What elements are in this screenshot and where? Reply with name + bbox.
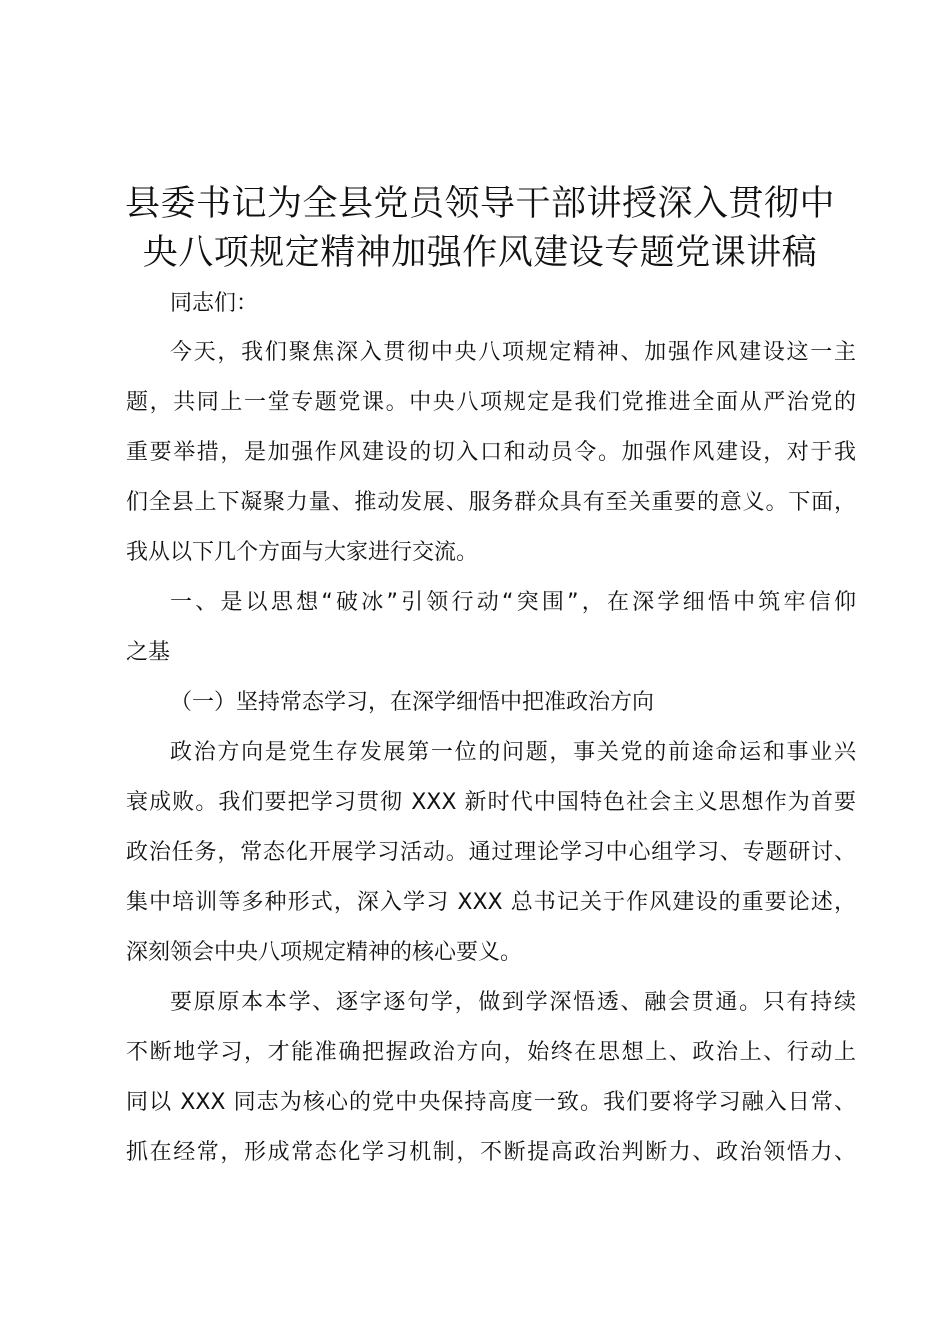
paragraph-line: 重要举措，是加强作风建设的切入口和动员令。加强作风建设，对于我	[126, 440, 856, 465]
paragraph-line: 深刻领会中央八项规定精神的核心要义。	[126, 940, 523, 965]
heading-line: 之基	[126, 640, 171, 665]
subheading-line: （一）坚持常态学习，在深学细悟中把准政治方向	[170, 690, 655, 715]
paragraph-line: 同以 XXX 同志为核心的党中央保持高度一致。我们要将学习融入日常、	[126, 1090, 856, 1115]
paragraph-study-method	[126, 978, 856, 1178]
heading-line: 一、是以思想“破冰”引领行动“突围”，在深学细悟中筑牢信仰	[170, 590, 856, 615]
section-heading-1	[126, 578, 856, 678]
subsection-heading-1	[126, 678, 856, 728]
paragraph-line: 政治方向是党生存发展第一位的问题，事关党的前途命运和事业兴	[170, 740, 856, 765]
paragraph-line: 不断地学习，才能准确把握政治方向，始终在思想上、政治上、行动上	[126, 1040, 856, 1065]
paragraph-line: 题，共同上一堂专题党课。中央八项规定是我们党推进全面从严治党的	[126, 390, 856, 415]
paragraph-intro	[126, 328, 856, 578]
salutation	[126, 279, 856, 329]
paragraph-line: 抓在经常，形成常态化学习机制，不断提高政治判断力、政治领悟力、	[126, 1140, 856, 1165]
paragraph-line: 要原原本本学、逐字逐句学，做到学深悟透、融会贯通。只有持续	[170, 990, 856, 1015]
paragraph-line: 政治任务，常态化开展学习活动。通过理论学习中心组学习、专题研讨、	[126, 840, 856, 865]
title-line: 县委书记为全县党员领导干部讲授深入贯彻中	[124, 184, 835, 224]
paragraph-line: 我从以下几个方面与大家进行交流。	[126, 540, 479, 565]
paragraph-line: 集中培训等多种形式，深入学习 XXX 总书记关于作风建设的重要论述，	[126, 890, 856, 915]
paragraph-line: 们全县上下凝聚力量、推动发展、服务群众具有至关重要的意义。下面，	[126, 490, 856, 515]
paragraph-line: 今天，我们聚焦深入贯彻中央八项规定精神、加强作风建设这一主	[170, 340, 856, 365]
paragraph-political-direction	[126, 728, 856, 978]
title-line: 央八项规定精神加强作风建设专题党课讲稿	[142, 233, 818, 273]
paragraph-line: 衰成败。我们要把学习贯彻 XXX 新时代中国特色社会主义思想作为首要	[126, 790, 856, 815]
salutation-text: 同志们：	[170, 291, 259, 316]
document-title	[120, 180, 840, 278]
